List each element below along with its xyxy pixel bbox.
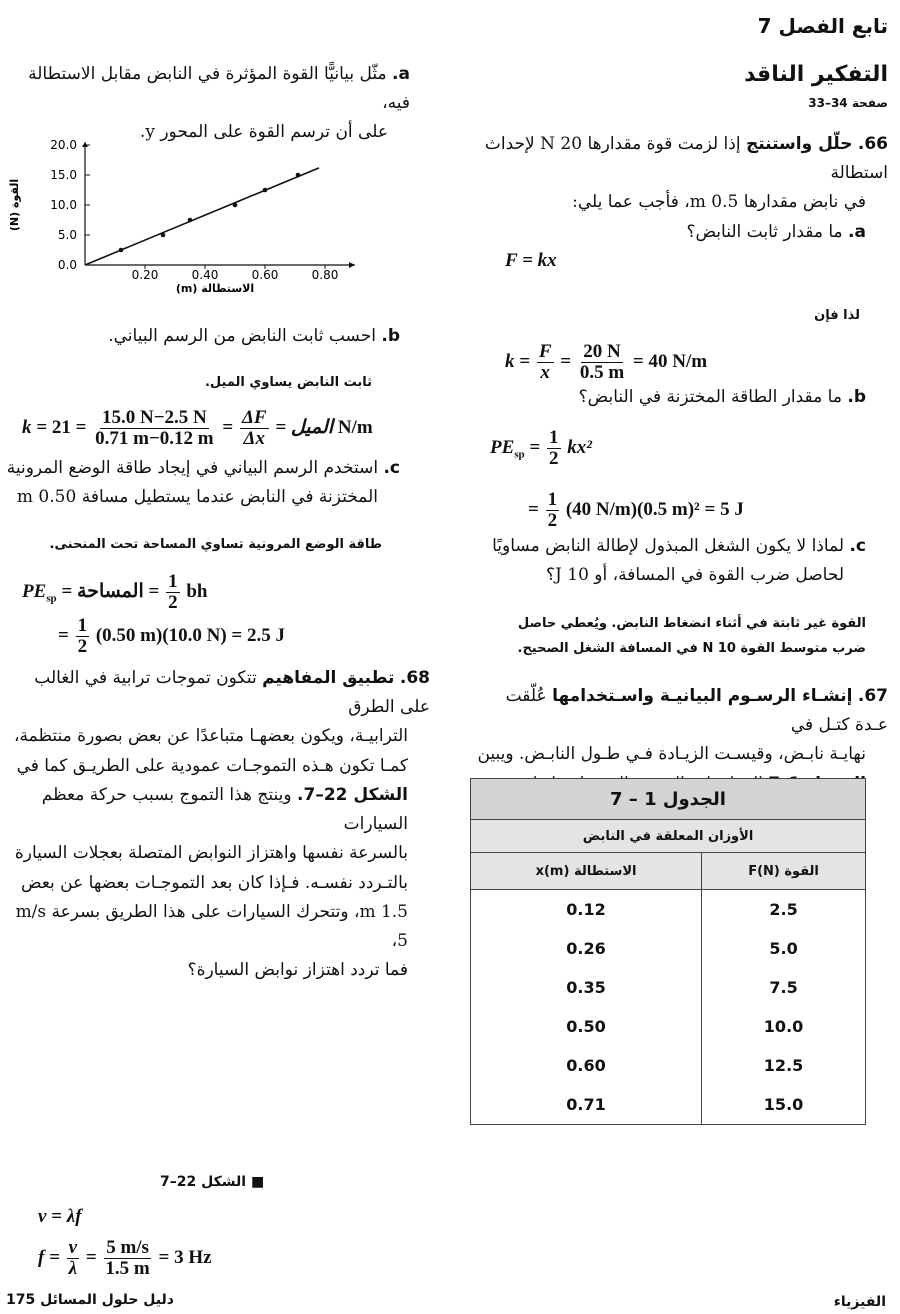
q66-b-text: ما مقدار الطاقة المختزنة في النابض؟ bbox=[578, 387, 842, 407]
square-bullet-icon: ■ bbox=[250, 1174, 265, 1190]
section-title: التفكير الناقد bbox=[744, 62, 888, 87]
table-row bbox=[471, 1085, 866, 1125]
q67-slope-den2: 0.71 m−0.12 m bbox=[95, 427, 214, 449]
table-cell-force: 7.5 bbox=[702, 968, 866, 1007]
chapter-title: تابع الفصل 7 bbox=[757, 14, 888, 38]
data-point bbox=[233, 203, 238, 208]
q67-half-num: 1 bbox=[168, 571, 178, 592]
y-tick-label: 0.0 bbox=[57, 258, 77, 272]
data-point bbox=[119, 248, 124, 253]
question-66 bbox=[468, 130, 888, 247]
q66-lead: حلّل واستنتج bbox=[745, 134, 853, 154]
q67-pe-sub: sp bbox=[46, 592, 57, 605]
q66-text-2: في نابض مقدارها m 0.5، فأجب عما يلي: bbox=[572, 192, 866, 213]
table-row bbox=[471, 929, 866, 968]
x-axis-arrow bbox=[349, 262, 355, 268]
q68-eq-freq-result: = 3 Hz bbox=[158, 1246, 212, 1268]
q66-eq-k-left: k = bbox=[505, 350, 531, 372]
data-point bbox=[161, 233, 166, 238]
q67-b-label: b. bbox=[381, 326, 400, 346]
q67-text-1: عُلّقت عـدة كتـل في bbox=[505, 686, 888, 736]
spring-table bbox=[470, 778, 866, 1125]
q68-line-6: بالتـردد نفسـه. فـإذا كان بعد التموجـات بعضها عن بعض bbox=[21, 872, 408, 893]
q68-fig-ref: الشكل 22–7. bbox=[297, 784, 408, 805]
q66-eq-fkx: F = kx bbox=[505, 250, 557, 271]
q66-half-num: 1 bbox=[549, 427, 559, 448]
q67-number: 67. bbox=[857, 686, 888, 706]
y-axis-label: القوة (N) bbox=[8, 178, 21, 232]
q66-eq-pe-value: = $\frac{1}{2}$ (40 N/m)(0.5 m)² = 5 J bbox=[528, 489, 744, 531]
table-cell-force: 10.0 bbox=[702, 1007, 866, 1046]
q68-line-3: كمـا تكون هـذه التموجـات عمودية على الطريـق كما في bbox=[16, 755, 408, 776]
q66-c-answer-line1: القوة غير ثابتة في أثناء انضغاط النابض. ويُعطي حاصل bbox=[517, 616, 866, 631]
q68-eq-freq-den2: 1.5 m bbox=[105, 1257, 150, 1279]
table-subtitle: الأوزان المعلقة في النابض bbox=[471, 820, 866, 853]
table-title: الجدول 1 – 7 bbox=[471, 779, 866, 820]
q68-eq-freq-mid: = bbox=[85, 1246, 97, 1268]
q67-pe-value: = $\frac{1}{2}$ (0.50 m)(10.0 N) = 2.5 J bbox=[58, 615, 286, 657]
q68-eq-freq-num2: 5 m/s bbox=[106, 1237, 149, 1258]
q67-pe-value-tail: (0.50 m)(10.0 N) = 2.5 J bbox=[95, 624, 286, 646]
q66-eq-pe-left: PE bbox=[490, 436, 515, 458]
x-tick-label: 0.80 bbox=[311, 268, 339, 282]
q67-c-label: c. bbox=[383, 458, 400, 478]
q68-line-5: بالسرعة نفسها واهتزاز النوابض المتصلة بعجلات السيارة bbox=[14, 843, 408, 864]
table-cell-force: 15.0 bbox=[702, 1085, 866, 1125]
q67-c-line2: المختزنة في النابض عندما يستطيل مسافة m 0.50 bbox=[16, 487, 378, 508]
q67-half-den: 2 bbox=[168, 591, 178, 613]
x-tick-label: 0.60 bbox=[251, 268, 279, 282]
q67-slope-eq bbox=[22, 408, 373, 449]
q67-a-line2: على أن ترسم القوة على المحور y. bbox=[139, 122, 388, 143]
footer-page bbox=[6, 1292, 174, 1308]
q68-lead: تطبيق المفاهيم bbox=[262, 668, 395, 688]
q66-eq-k-den: x bbox=[540, 361, 550, 383]
q67-pe-mid: = المساحة = bbox=[61, 580, 160, 602]
q66-eq-k-num: F bbox=[538, 341, 552, 362]
q66-c-answer bbox=[446, 612, 866, 661]
q66-half-den: 2 bbox=[549, 447, 559, 469]
y-tick-label: 10.0 bbox=[50, 198, 77, 212]
q67-slope-result: = 21 N/m bbox=[51, 416, 373, 438]
table-cell-extension: 0.26 bbox=[471, 929, 702, 968]
q66-half-num-2: 1 bbox=[547, 489, 558, 510]
q67-c-line1: استخدم الرسم البياني في إيجاد طاقة الوضع المرونية bbox=[6, 458, 379, 478]
table-header-extension: الاستطالة x(m) bbox=[471, 853, 702, 890]
q66-b bbox=[466, 387, 866, 407]
q66-c bbox=[446, 532, 866, 590]
data-point bbox=[188, 218, 193, 223]
table-row bbox=[471, 1046, 866, 1085]
q68-line-1: تتكون تموجات ترابية في الغالب على الطرق bbox=[34, 668, 430, 718]
q66-number: 66. bbox=[857, 134, 888, 154]
data-table-wrapper bbox=[470, 778, 866, 1125]
q67-b-answer: ثابت النابض يساوي الميل. bbox=[204, 375, 372, 390]
q67-half-num-2: 1 bbox=[77, 615, 88, 636]
q67-a-label: a. bbox=[392, 64, 410, 84]
q68-line-8: فما تردد اهتزاز نوابض السيارة؟ bbox=[187, 960, 408, 981]
q68-eq-freq bbox=[38, 1238, 212, 1279]
q67-a-line1: مثّل بيانيًّا القوة المؤثرة في النابض مقابل الاستطالة فيه، bbox=[28, 64, 410, 114]
table-cell-extension: 0.50 bbox=[471, 1007, 702, 1046]
data-point bbox=[296, 173, 301, 178]
q67-pe-eq bbox=[22, 572, 207, 613]
table-row bbox=[471, 968, 866, 1007]
q67-b bbox=[10, 326, 400, 346]
table-cell-extension: 0.60 bbox=[471, 1046, 702, 1085]
q67-text-2: نهايـة نابـض، وقيسـت الزيـادة فـي طـول النابـض. ويبين bbox=[477, 744, 866, 765]
table-cell-extension: 0.71 bbox=[471, 1085, 702, 1125]
q66-c-label: c. bbox=[849, 536, 866, 556]
q67-b-text: احسب ثابت النابض من الرسم البياني. bbox=[108, 326, 376, 346]
x-axis-label: الاستطالة (m) bbox=[175, 282, 255, 295]
y-tick-label: 20.0 bbox=[50, 138, 77, 152]
figure-caption-text: الشكل 22–7 bbox=[160, 1174, 247, 1190]
q67-lead: إنشـاء الرسـوم البيانيـة واسـتخدامها bbox=[552, 686, 853, 706]
q68-eq-wave: v = λf bbox=[38, 1206, 82, 1227]
q66-text-1: إذا لزمت قوة مقدارها N 20 لإحداث استطالة bbox=[484, 134, 888, 184]
table-cell-force: 5.0 bbox=[702, 929, 866, 968]
table-cell-force: 2.5 bbox=[702, 890, 866, 930]
q68-eq-freq-left: f = bbox=[38, 1246, 60, 1268]
page-range: صفحة 34–33 bbox=[808, 96, 888, 110]
q66-eq-pe-eq: = bbox=[529, 436, 541, 458]
y-tick-label: 15.0 bbox=[50, 168, 77, 182]
figure-caption bbox=[160, 1174, 264, 1190]
force-extension-chart bbox=[0, 128, 370, 308]
y-tick-label: 5.0 bbox=[57, 228, 77, 242]
data-point bbox=[263, 188, 268, 193]
q68-number: 68. bbox=[399, 668, 430, 688]
q66-eq-pe bbox=[490, 428, 592, 469]
footer-page-number: 175 bbox=[6, 1292, 36, 1308]
question-68 bbox=[2, 664, 430, 986]
q67-slope-left: k = الميل = bbox=[22, 416, 334, 438]
q68-line-2: الترابيـة، ويكون بعضهـا متباعدًا عن بعض بصورة منتظمة، bbox=[14, 726, 408, 747]
q68-eq-freq-den: λ bbox=[68, 1257, 78, 1279]
q67-c bbox=[2, 454, 400, 512]
table-header-force: القوة F(N) bbox=[702, 853, 866, 890]
q68-line-7: m 1.5، وتتحرك السيارات على هذا الطريق بسرعة m/s 5، bbox=[15, 901, 408, 952]
q66-eq-pe-tail: kx² bbox=[567, 436, 592, 458]
q66-c-answer-line2: ضرب متوسط القوة N 10 في المسافة الشغل الصحيح. bbox=[517, 640, 866, 656]
q67-slope-eq-sign: = bbox=[222, 416, 234, 438]
q68-eq-freq-num: v bbox=[68, 1237, 78, 1258]
q67-pe-left: PE bbox=[22, 580, 47, 602]
q66-c-line2: لحاصل ضرب القوة في المسافة، أو J 10؟ bbox=[546, 565, 844, 586]
q66-c-line1: لماذا لا يكون الشغل المبذول لإطالة النابض مساويًا bbox=[492, 536, 845, 556]
table-cell-extension: 0.12 bbox=[471, 890, 702, 930]
q66-so-label: لذا فإن bbox=[814, 308, 860, 323]
q66-eq-k-mid: = bbox=[560, 350, 572, 372]
x-tick-label: 0.20 bbox=[131, 268, 159, 282]
q66-eq-k-result: = 40 N/m bbox=[632, 350, 708, 372]
table-cell-force: 12.5 bbox=[702, 1046, 866, 1085]
footer-subject: الفيزياء bbox=[833, 1294, 886, 1310]
q66-eq-pe-value-tail: (40 N/m)(0.5 m)² = 5 J bbox=[565, 498, 744, 520]
q66-eq-k-den2: 0.5 m bbox=[579, 361, 625, 383]
q68-line-4: وينتج هذا التموج بسبب حركة معظم السيارات bbox=[41, 784, 408, 835]
q66-a-text: ما مقدار ثابت النابض؟ bbox=[686, 221, 843, 242]
table-row bbox=[471, 890, 866, 930]
footer-page-label: دليل حلول المسائل bbox=[40, 1292, 174, 1308]
q66-eq-pe-sub: sp bbox=[514, 448, 525, 461]
q67-slope-num2: 15.0 N−2.5 N bbox=[102, 407, 207, 428]
q67-pe-tail: bh bbox=[186, 580, 208, 602]
q66-a-label: a. bbox=[848, 221, 866, 242]
table-cell-extension: 0.35 bbox=[471, 968, 702, 1007]
q67-half-den-2: 2 bbox=[77, 635, 88, 657]
q67-slope-num: ΔF bbox=[241, 407, 267, 428]
q67-c-answer: طاقة الوضع المرونية تساوي المساحة تحت المنحنى. bbox=[49, 537, 382, 552]
q66-b-label: b. bbox=[847, 387, 866, 407]
q66-eq-k bbox=[505, 342, 707, 383]
q66-half-den-2: 2 bbox=[547, 509, 558, 531]
q67-slope-den: Δx bbox=[243, 427, 265, 449]
table-row bbox=[471, 1007, 866, 1046]
x-tick-label: 0.40 bbox=[191, 268, 219, 282]
q66-eq-k-num2: 20 N bbox=[583, 341, 621, 362]
